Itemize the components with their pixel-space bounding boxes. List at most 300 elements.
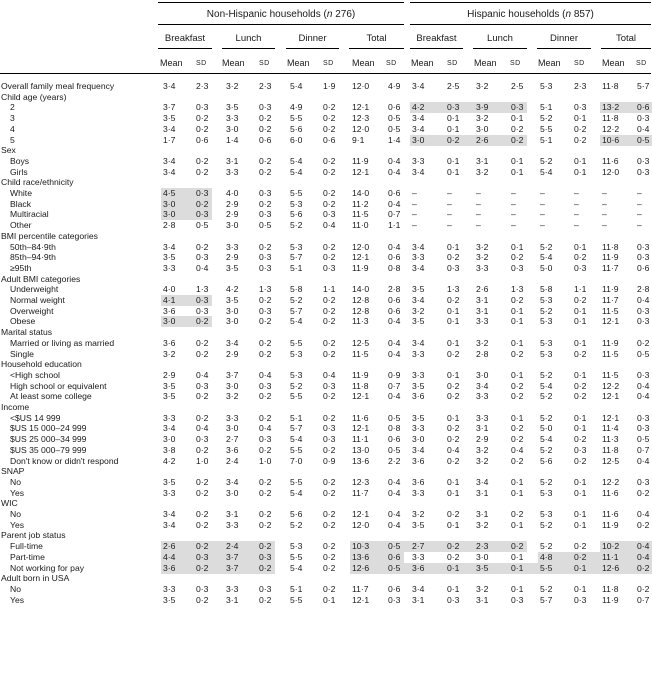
sd-cell: 0·5 — [388, 444, 401, 455]
mean-cell: 3·0 — [412, 434, 425, 445]
mean-cell: 3·2 — [476, 241, 489, 252]
sd-cell: 0·3 — [637, 412, 650, 423]
rule-meal-h-breakfast — [410, 48, 463, 49]
sd-cell: 0·2 — [196, 444, 209, 455]
rule-meal-h-dinner — [537, 48, 591, 49]
sd-cell: 0·6 — [196, 134, 209, 145]
sd-cell: 0·1 — [574, 487, 587, 498]
table-row — [0, 595, 652, 606]
table-row — [0, 113, 652, 124]
mean-cell: – — [602, 209, 607, 220]
sd-cell: 0·1 — [511, 305, 524, 316]
sd-cell: 0·2 — [323, 113, 336, 124]
mean-cell: 3·3 — [163, 412, 176, 423]
table-row — [0, 349, 652, 360]
mean-cell: 5·3 — [540, 316, 553, 327]
group-title-non-hispanic: Non-Hispanic households (n 276) — [206, 9, 356, 20]
sd-cell: 0·3 — [323, 434, 336, 445]
sd-cell: 0·2 — [574, 455, 587, 466]
sd-cell: – — [574, 188, 579, 198]
mean-cell: 3·4 — [412, 262, 425, 273]
sd-cell: 1·3 — [447, 284, 460, 295]
sd-cell: 0·1 — [511, 337, 524, 348]
sd-cell: 0·2 — [259, 295, 272, 305]
mean-cell: 5·3 — [290, 241, 303, 252]
mean-cell: 5·0 — [540, 262, 553, 273]
mean-cell: 4·2 — [412, 102, 425, 113]
mean-cell: 6·0 — [290, 134, 303, 145]
sd-cell: 0·2 — [196, 166, 209, 177]
sd-cell: 0·3 — [323, 423, 336, 434]
sd-cell: 0·1 — [511, 241, 524, 252]
mean-cell: 3·0 — [163, 434, 176, 445]
sd-cell: – — [574, 198, 579, 209]
meal-header-h-lunch: Lunch — [487, 33, 513, 44]
mean-cell: 5·4 — [290, 487, 303, 498]
mean-cell: – — [476, 220, 481, 231]
mean-cell: 5·1 — [290, 262, 303, 273]
stat-sd-3: SD — [323, 60, 334, 67]
mean-cell: 3·5 — [226, 102, 239, 113]
sd-cell: – — [511, 188, 516, 198]
mean-cell: 12·0 — [352, 519, 370, 530]
sd-cell: 0·2 — [447, 391, 460, 402]
sd-cell: 0·1 — [574, 519, 587, 530]
mean-cell: 12·5 — [352, 337, 370, 348]
sd-cell: 0·3 — [259, 102, 272, 113]
mean-cell: 5·5 — [290, 444, 303, 455]
sd-cell: 0·2 — [196, 391, 209, 402]
table-row — [0, 488, 652, 499]
row-label: Girls — [10, 166, 28, 177]
sd-cell: 0·1 — [447, 305, 460, 316]
sd-cell: 0·3 — [574, 102, 587, 113]
mean-cell: 13·2 — [602, 102, 620, 113]
mean-cell: 3·3 — [163, 583, 176, 594]
mean-cell: 3·0 — [226, 380, 239, 391]
sd-cell: 0·2 — [196, 155, 209, 166]
mean-cell: 5·5 — [290, 337, 303, 348]
mean-cell: 11·9 — [602, 284, 619, 295]
sd-cell: 2·8 — [388, 284, 401, 295]
mean-cell: 11·6 — [602, 155, 619, 166]
sd-cell: 0·7 — [637, 444, 650, 455]
highlight-cell — [410, 135, 527, 146]
row-section-label: Overall family meal frequency — [1, 81, 115, 91]
mean-cell: 5·6 — [290, 509, 303, 519]
rule-top-hispanic — [410, 2, 651, 3]
sd-cell: 0·4 — [637, 551, 650, 562]
sd-cell: 0·3 — [637, 476, 650, 487]
mean-cell: 2·4 — [226, 541, 239, 552]
sd-cell: 0·2 — [196, 348, 209, 359]
sd-cell: 0·8 — [388, 423, 401, 434]
sd-cell: – — [511, 209, 516, 220]
mean-cell: 13·6 — [352, 455, 370, 466]
mean-cell: 11·5 — [352, 348, 369, 359]
mean-cell: 3·2 — [226, 391, 239, 402]
mean-cell: 11·8 — [602, 113, 619, 124]
table-section-row — [0, 402, 652, 413]
mean-cell: 3·0 — [476, 551, 489, 562]
mean-cell: 5·3 — [290, 541, 303, 552]
sd-cell: – — [574, 220, 579, 231]
sd-cell: 0·2 — [323, 198, 336, 209]
mean-cell: 12·1 — [352, 102, 370, 113]
mean-cell: – — [412, 188, 417, 198]
sd-cell: 2·3 — [196, 81, 209, 91]
table-row — [0, 381, 652, 392]
sd-cell: 0·5 — [637, 134, 650, 145]
mean-cell: 1·7 — [163, 134, 176, 145]
row-label: White — [10, 188, 32, 198]
sd-cell: 0·3 — [447, 102, 460, 113]
sd-cell: 0·1 — [511, 412, 524, 423]
sd-cell: 0·3 — [196, 583, 209, 594]
mean-cell: 5·8 — [540, 284, 553, 295]
sd-cell: 0·3 — [196, 188, 209, 198]
mean-cell: 11·8 — [602, 444, 619, 455]
mean-cell: 12·5 — [602, 455, 620, 466]
sd-cell: 0·4 — [388, 476, 401, 487]
sd-cell: 0·6 — [388, 551, 401, 562]
mean-cell: 5·2 — [540, 583, 553, 594]
mean-cell: 3·2 — [476, 113, 489, 124]
sd-cell: 0·1 — [574, 476, 587, 487]
mean-cell: 5·7 — [290, 252, 303, 263]
mean-cell: 12·2 — [602, 380, 620, 391]
mean-cell: 3·2 — [476, 583, 489, 594]
mean-cell: 5·8 — [290, 284, 303, 295]
mean-cell: 5·5 — [540, 123, 553, 134]
row-label: <High school — [10, 369, 60, 380]
mean-cell: 3·5 — [163, 380, 176, 391]
table-row — [0, 434, 652, 445]
sd-cell: 0·2 — [637, 562, 650, 573]
sd-cell: 2·3 — [574, 81, 587, 91]
rule-meal-h-lunch — [473, 48, 527, 49]
stat-sd-7: SD — [574, 60, 585, 67]
mean-cell: 5·6 — [290, 123, 303, 134]
sd-cell: 0·4 — [323, 369, 336, 380]
sd-cell: 0·2 — [574, 252, 587, 263]
mean-cell: 3·5 — [163, 476, 176, 487]
mean-cell: 3·0 — [163, 209, 176, 220]
sd-cell: 0·2 — [323, 337, 336, 348]
mean-cell: 3·4 — [163, 519, 176, 530]
mean-cell: 11·9 — [602, 252, 619, 263]
sd-cell: 0·5 — [637, 348, 650, 359]
meal-header-nh-lunch: Lunch — [235, 33, 262, 44]
sd-cell: 0·2 — [447, 509, 460, 519]
row-label: Obese — [10, 316, 36, 327]
sd-cell: 0·1 — [574, 509, 587, 519]
row-section-label: SNAP — [1, 466, 25, 477]
stat-sd-5: SD — [447, 60, 458, 67]
stat-mean-4: Mean — [352, 58, 375, 68]
mean-cell: 5·5 — [290, 188, 303, 198]
mean-cell: 3·8 — [163, 444, 176, 455]
mean-cell: 12·1 — [352, 594, 370, 605]
table-row — [0, 391, 652, 402]
sd-cell: – — [511, 198, 516, 209]
mean-cell: 5·1 — [540, 134, 553, 145]
mean-cell: 3·4 — [226, 476, 239, 487]
sd-cell: 0·4 — [196, 369, 209, 380]
rule-group-non-hispanic — [158, 24, 404, 25]
sd-cell: 0·4 — [637, 123, 650, 134]
mean-cell: 3·0 — [226, 316, 239, 327]
mean-cell: 3·4 — [412, 241, 425, 252]
sd-cell: 0·1 — [447, 369, 460, 380]
mean-cell: 5·3 — [290, 369, 303, 380]
sd-cell: 0·2 — [637, 519, 650, 530]
mean-cell: 2·6 — [163, 541, 176, 552]
sd-cell: 0·7 — [388, 209, 401, 220]
row-label: 50th–84·9th — [10, 241, 56, 252]
sd-cell: 0·1 — [511, 551, 524, 562]
table-row — [0, 295, 652, 306]
mean-cell: 11·8 — [602, 81, 619, 91]
sd-cell: 0·3 — [637, 305, 650, 316]
sd-cell: 0·3 — [637, 252, 650, 263]
mean-cell: 12·1 — [352, 391, 370, 402]
table-section-row — [0, 92, 652, 103]
sd-cell: 1·1 — [323, 284, 336, 295]
mean-cell: 11·8 — [352, 380, 369, 391]
mean-cell: 3·1 — [476, 487, 489, 498]
mean-cell: 5·1 — [540, 102, 553, 113]
mean-cell: 11·8 — [602, 241, 619, 252]
sd-cell: 0·2 — [259, 594, 272, 605]
sd-cell: 0·4 — [637, 380, 650, 391]
mean-cell: 5·2 — [540, 519, 553, 530]
sd-cell: 2·2 — [388, 455, 401, 466]
sd-cell: 0·2 — [574, 551, 587, 562]
sd-cell: 0·2 — [196, 198, 209, 209]
sd-cell: 0·1 — [447, 316, 460, 327]
sd-cell: 1·1 — [388, 220, 401, 231]
mean-cell: 3·4 — [163, 81, 176, 91]
mean-cell: 5·5 — [290, 113, 303, 124]
row-label: Boys — [10, 155, 30, 166]
table-row — [0, 338, 652, 349]
mean-cell: 11·3 — [352, 316, 369, 327]
mean-cell: 3·3 — [476, 316, 489, 327]
sd-cell: 0·3 — [637, 113, 650, 124]
row-label: $US 25 000–34 999 — [10, 434, 87, 445]
mean-cell: 14·0 — [352, 284, 370, 295]
sd-cell: 0·5 — [388, 562, 401, 573]
mean-cell: 12·0 — [352, 81, 370, 91]
sd-cell: 0·6 — [388, 305, 401, 316]
sd-cell: 0·2 — [196, 316, 209, 327]
mean-cell: 2·9 — [226, 348, 239, 359]
stat-mean-7: Mean — [538, 58, 561, 68]
sd-cell: 2·3 — [259, 81, 272, 91]
mean-cell: 3·0 — [163, 316, 176, 327]
sd-cell: 0·4 — [637, 391, 650, 402]
table-row — [0, 284, 652, 295]
mean-cell: 3·4 — [412, 123, 425, 134]
mean-cell: 5·4 — [290, 316, 303, 327]
sd-cell: 0·2 — [196, 562, 209, 573]
sd-cell: 0·5 — [388, 541, 401, 552]
row-section-label: BMI percentile categories — [1, 230, 98, 241]
mean-cell: – — [476, 209, 481, 220]
mean-cell: 4·5 — [163, 188, 176, 198]
sd-cell: 0·3 — [196, 102, 209, 113]
mean-cell: 2·7 — [412, 541, 425, 552]
sd-cell: 0·4 — [637, 295, 650, 305]
sd-cell: 0·3 — [196, 380, 209, 391]
sd-cell: 0·1 — [511, 113, 524, 124]
sd-cell: 0·2 — [323, 487, 336, 498]
mean-cell: 3·5 — [476, 562, 489, 573]
meal-header-h-total: Total — [615, 33, 637, 44]
mean-cell: 3·4 — [412, 337, 425, 348]
sd-cell: 0·3 — [259, 434, 272, 445]
mean-cell: 3·0 — [226, 305, 239, 316]
mean-cell: 5·6 — [290, 209, 303, 220]
sd-cell: 0·4 — [323, 220, 336, 231]
mean-cell: 11·7 — [602, 262, 619, 273]
mean-cell: 3·1 — [226, 509, 239, 519]
mean-cell: 5·3 — [290, 348, 303, 359]
mean-cell: 2·4 — [226, 455, 239, 466]
mean-cell: 5·2 — [540, 155, 553, 166]
sd-cell: 0·4 — [388, 519, 401, 530]
mean-cell: 2·6 — [476, 134, 489, 145]
mean-cell: 5·2 — [540, 412, 553, 423]
mean-cell: 3·1 — [476, 594, 489, 605]
sd-cell: 0·6 — [637, 262, 650, 273]
row-section-label: Sex — [1, 145, 16, 156]
mean-cell: 3·3 — [476, 262, 489, 273]
sd-cell: 0·6 — [637, 102, 650, 113]
sd-cell: 0·1 — [574, 423, 587, 434]
mean-cell: 3·3 — [412, 348, 425, 359]
sd-cell: 0·3 — [196, 209, 209, 220]
table-row — [0, 242, 652, 253]
sd-cell: 0·1 — [574, 155, 587, 166]
sd-cell: 0·1 — [574, 241, 587, 252]
sd-cell: 0·3 — [259, 380, 272, 391]
mean-cell: 3·6 — [163, 337, 176, 348]
sd-cell: 0·2 — [196, 487, 209, 498]
sd-cell: 0·4 — [259, 423, 272, 434]
mean-cell: 3·5 — [163, 252, 176, 263]
sd-cell: – — [511, 220, 516, 231]
mean-cell: 12·2 — [602, 476, 620, 487]
table-row — [0, 584, 652, 595]
mean-cell: 3·4 — [412, 113, 425, 124]
mean-cell: 3·3 — [226, 113, 239, 124]
mean-cell: 3·2 — [476, 519, 489, 530]
sd-cell: 0·3 — [323, 380, 336, 391]
mean-cell: 5·3 — [290, 198, 303, 209]
mean-cell: 3·6 — [412, 455, 425, 466]
mean-cell: 11·7 — [602, 295, 619, 305]
stat-sd-2: SD — [259, 60, 270, 67]
sd-cell: 4·9 — [388, 81, 401, 91]
sd-cell: 0·3 — [447, 594, 460, 605]
mean-cell: 3·1 — [412, 594, 425, 605]
row-label: Married or living as married — [10, 337, 115, 348]
sd-cell: 1·9 — [323, 81, 336, 91]
mean-cell: – — [540, 209, 545, 220]
sd-cell: 0·1 — [511, 519, 524, 530]
mean-cell: 2·9 — [226, 198, 239, 209]
sd-cell: 0·2 — [259, 444, 272, 455]
mean-cell: 3·2 — [412, 305, 425, 316]
sd-cell: 0·2 — [323, 252, 336, 263]
sd-cell: 0·4 — [388, 487, 401, 498]
sd-cell: 2·5 — [447, 81, 460, 91]
mean-cell: 5·2 — [290, 380, 303, 391]
mean-cell: 3·3 — [412, 423, 425, 434]
mean-cell: 5·3 — [540, 509, 553, 519]
mean-cell: 12·1 — [352, 509, 370, 519]
sd-cell: 0·1 — [511, 562, 524, 573]
mean-cell: 3·3 — [226, 412, 239, 423]
mean-cell: 4·4 — [163, 551, 176, 562]
sd-cell: 0·1 — [447, 583, 460, 594]
mean-cell: 3·2 — [476, 252, 489, 263]
mean-cell: – — [540, 188, 545, 198]
mean-cell: 12·1 — [352, 252, 370, 263]
mean-cell: 11·4 — [602, 423, 619, 434]
rule-header-bottom — [0, 73, 651, 74]
sd-cell: 0·7 — [388, 380, 401, 391]
sd-cell: 0·6 — [323, 134, 336, 145]
rule-meal-nh-total — [349, 48, 404, 49]
mean-cell: 11·5 — [602, 369, 619, 380]
sd-cell: 0·2 — [196, 241, 209, 252]
sd-cell: 1·4 — [388, 134, 401, 145]
highlight-cell — [538, 552, 652, 563]
row-label: 2 — [10, 102, 15, 113]
sd-cell: 0·1 — [574, 369, 587, 380]
row-label: Overweight — [10, 305, 54, 316]
sd-cell: 0·4 — [388, 155, 401, 166]
sd-cell: 0·2 — [196, 337, 209, 348]
sd-cell: 0·2 — [259, 487, 272, 498]
mean-cell: 3·4 — [412, 583, 425, 594]
sd-cell: 0·2 — [447, 551, 460, 562]
mean-cell: – — [412, 198, 417, 209]
sd-cell: 0·2 — [323, 102, 336, 113]
sd-cell: 0·2 — [259, 391, 272, 402]
mean-cell: 11·9 — [602, 519, 619, 530]
sd-cell: 0·2 — [259, 337, 272, 348]
table-row — [0, 413, 652, 424]
sd-cell: 0·2 — [574, 434, 587, 445]
mean-cell: 5·4 — [540, 252, 553, 263]
mean-cell: 3·4 — [163, 155, 176, 166]
mean-cell: 5·5 — [290, 391, 303, 402]
mean-cell: 11·2 — [352, 198, 369, 209]
sd-cell: – — [637, 209, 642, 220]
mean-cell: 5·4 — [290, 155, 303, 166]
sd-cell: 0·2 — [447, 134, 460, 145]
mean-cell: 11·6 — [602, 509, 619, 519]
mean-cell: 11·6 — [352, 412, 369, 423]
table-row — [0, 445, 652, 456]
sd-cell: 0·2 — [259, 166, 272, 177]
mean-cell: 3·4 — [476, 476, 489, 487]
sd-cell: 0·1 — [511, 155, 524, 166]
